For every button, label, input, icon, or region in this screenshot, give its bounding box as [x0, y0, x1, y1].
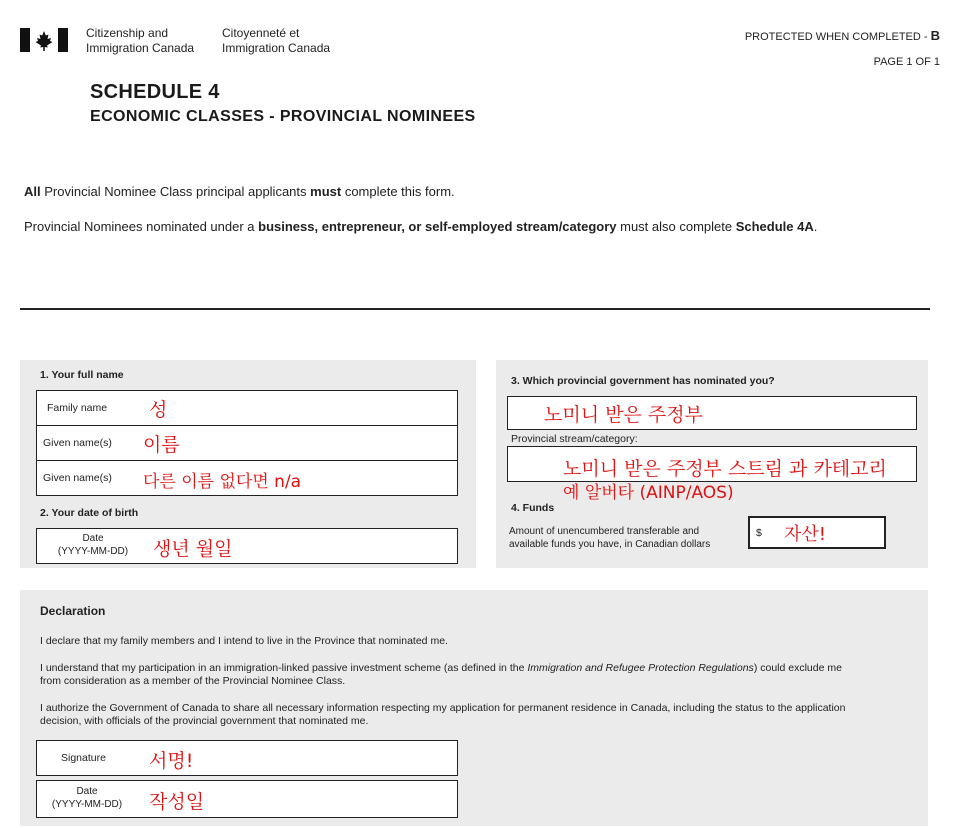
- funds-value: 자산!: [784, 524, 826, 545]
- section-divider: [20, 308, 930, 310]
- province-value: 노미니 받은 주정부: [544, 404, 703, 426]
- stream-value-line2: 예 알버타 (AINP/AOS): [563, 483, 734, 503]
- dob-value: 생년 월일: [153, 538, 233, 560]
- date-of-birth-field[interactable]: [36, 528, 458, 564]
- p2-text: I understand that my participation in an immigration-linked passive investment scheme (as defined in the: [40, 662, 528, 674]
- intro-line-2: [24, 219, 817, 234]
- given-name-field[interactable]: [36, 425, 458, 461]
- given-name-2-value: 다른 이름 없다면 n/a: [143, 472, 302, 492]
- intro-text: Provincial Nominee Class principal applicants: [40, 184, 311, 199]
- family-name-value: 성: [149, 399, 168, 421]
- signature-label: Signature: [61, 752, 106, 764]
- signature-value: 서명!: [149, 750, 194, 772]
- stream-label: Provincial stream/category:: [511, 433, 638, 445]
- protected-prefix: PROTECTED WHEN COMPLETED -: [744, 31, 931, 43]
- funds-desc-line1: Amount of unencumbered transferable and: [509, 526, 700, 537]
- intro-text: must also complete: [616, 219, 736, 234]
- intro-bold-schedule: Schedule 4A: [735, 219, 814, 234]
- intro-bold-all: All: [24, 184, 41, 199]
- declaration-date-label: [41, 785, 133, 811]
- department-name-en: [86, 26, 194, 56]
- intro-text: .: [813, 219, 818, 234]
- p2-text: ) could exclude me: [753, 662, 842, 674]
- intro-text: Provincial Nominees nominated under a: [24, 219, 259, 234]
- decl-date-label: Date: [76, 786, 98, 797]
- intro-bold-must: must: [310, 184, 342, 199]
- section4-heading: 4. Funds: [511, 502, 555, 514]
- declaration-p3-line1: I authorize the Government of Canada to share all necessary information respecting my application for permanent residence in Canada, including the status to the application: [40, 702, 846, 714]
- dept-en-line2: Immigration Canada: [86, 41, 195, 55]
- given-name-value: 이름: [143, 434, 180, 456]
- canada-flag-icon: [20, 28, 68, 52]
- family-name-field[interactable]: [36, 390, 458, 426]
- intro-text: complete this form.: [341, 184, 455, 199]
- funds-field[interactable]: [748, 516, 886, 549]
- declaration-date-value: 작성일: [149, 791, 205, 813]
- declaration-paragraph-3: [40, 702, 920, 728]
- declaration-paragraph-2: [40, 662, 920, 688]
- declaration-heading: Declaration: [40, 604, 106, 618]
- funds-description: [509, 525, 710, 551]
- section1-heading: 1. Your full name: [40, 369, 124, 381]
- province-field[interactable]: [507, 396, 917, 430]
- protected-level: B: [930, 28, 940, 43]
- family-name-label: Family name: [47, 402, 108, 414]
- currency-symbol: $: [756, 527, 762, 539]
- section2-heading: 2. Your date of birth: [40, 507, 139, 519]
- signature-field[interactable]: [36, 740, 458, 776]
- stream-value-line1: 노미니 받은 주정부 스트림 과 카테고리: [563, 458, 887, 480]
- p2-italic-regulations: Immigration and Refugee Protection Regulations: [527, 662, 754, 674]
- declaration-p2-line2: from consideration as a member of the Provincial Nominee Class.: [40, 675, 346, 687]
- declaration-p2-line1: [40, 662, 920, 675]
- dept-fr-line2: Immigration Canada: [222, 41, 331, 55]
- dob-label: [47, 532, 139, 558]
- declaration-date-field[interactable]: [36, 780, 458, 818]
- funds-desc-line2: available funds you have, in Canadian dollars: [509, 539, 711, 550]
- dept-en-line1: Citizenship and: [86, 26, 169, 40]
- protected-notice: [745, 28, 940, 43]
- intro-line-1: [24, 184, 455, 199]
- given-name-2-label: Given name(s): [43, 472, 112, 484]
- dob-label-format: (YYYY-MM-DD): [57, 546, 129, 557]
- dept-fr-line1: Citoyenneté et: [222, 26, 300, 40]
- given-name-label: Given name(s): [43, 437, 112, 449]
- schedule-title: SCHEDULE 4: [90, 81, 220, 103]
- declaration-p3-line2: decision, with officials of the provincial government that nominated me.: [40, 715, 369, 727]
- decl-date-format: (YYYY-MM-DD): [51, 799, 123, 810]
- section3-heading: 3. Which provincial government has nominated you?: [511, 375, 775, 387]
- department-name-fr: [222, 26, 330, 56]
- dob-label-date: Date: [82, 533, 104, 544]
- intro-bold-streams: business, entrepreneur, or self-employed stream/category: [258, 219, 617, 234]
- schedule-subtitle: ECONOMIC CLASSES - PROVINCIAL NOMINEES: [90, 108, 476, 125]
- declaration-paragraph-1: I declare that my family members and I intend to live in the Province that nominated me.: [40, 635, 448, 647]
- given-name-2-field[interactable]: [36, 460, 458, 496]
- page-number: PAGE 1 OF 1: [873, 56, 940, 68]
